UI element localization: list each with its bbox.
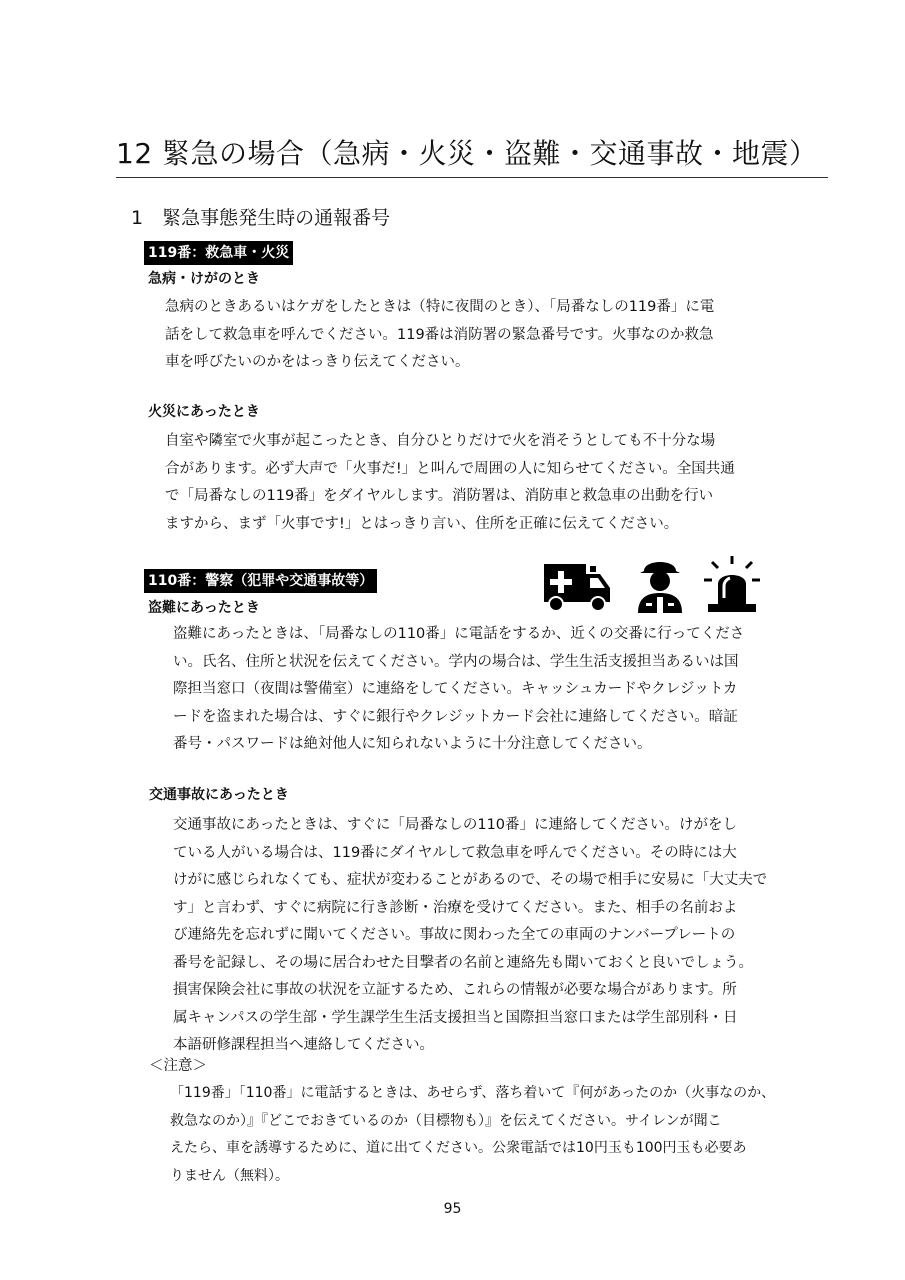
paragraph-line: 急病のときあるいはケガをしたときは（特に夜間のとき）、「局番なしの119番」に電: [165, 299, 715, 315]
page-number: 95: [443, 1201, 462, 1217]
firefighter-icon: [634, 553, 686, 613]
paragraph-line: 盗難にあったときは、「局番なしの110番」に電話をするか、近くの交番に行ってくださ: [173, 626, 745, 642]
paragraph-line: 交通事故にあったときは、すぐに「局番なしの110番」に連絡してください。けがをし: [173, 817, 738, 833]
traffic-heading: 交通事故にあったとき: [149, 787, 289, 803]
paragraph-line: ードを盗まれた場合は、すぐに銀行やクレジットカード会社に連絡してください。暗証: [173, 708, 738, 725]
note-heading: ＜注意＞: [149, 1058, 207, 1074]
paragraph-line: 救急なのか）』『どこでおきているのか（目標物も）』を伝えてください。サイレンが聞こ: [170, 1112, 722, 1129]
note-paragraph: [170, 1080, 775, 1190]
label-110: 110番：警察（犯罪や交通事故等）: [144, 569, 377, 593]
paragraph-line: 車を呼びたいのかをはっきり伝えてください。: [165, 354, 470, 370]
paragraph-line: 番号・パスワードは絶対他人に知られないように十分注意してください。: [173, 736, 652, 752]
paragraph-line: けがに感じられなくても、症状が変わることがあるので、その場で相手に安易に「大丈夫で: [173, 872, 768, 888]
paragraph-line: す」と言わず、すぐに病院に行き診断・治療を受けてください。また、相手の名前およ: [173, 899, 738, 916]
paragraph-line: 属キャンパスの学生部・学生課学生生活支援担当と国際担当窓口または学生部別科・日: [173, 1009, 738, 1026]
ambulance-icon: [540, 558, 614, 612]
theft-heading: 盗難にあったとき: [148, 600, 260, 616]
paragraph-line: 自室や隣室で火事が起こったとき、自分ひとりだけで火を消そうとしても不十分な場: [165, 433, 716, 449]
paragraph-line: で「局番なしの119番」をダイヤルします。消防署は、消防車と救急車の出動を行い: [165, 488, 714, 504]
illness-paragraph: [165, 294, 714, 377]
illness-heading: 急病・けがのとき: [148, 271, 260, 287]
paragraph-line: ますから、まず「火事です!」とはっきり言い、住所を正確に伝えてください。: [165, 515, 679, 532]
paragraph-line: ている人がいる場合は、119番にダイヤルして救急車を呼んでください。その時には大: [173, 844, 737, 861]
paragraph-line: 際担当窓口（夜間は警備室）に連絡をしてください。キャッシュカードやクレジットカ: [173, 681, 738, 697]
section-title: 1 緊急事態発生時の通報番号: [131, 207, 391, 229]
fire-heading: 火災にあったとき: [148, 404, 260, 420]
paragraph-line: 損害保険会社に事故の状況を立証するため、これらの情報が必要な場合があります。所: [173, 982, 737, 998]
paragraph-line: 合があります。必ず大声で「火事だ!」と叫んで周囲の人に知らせてください。全国共通: [165, 460, 735, 477]
paragraph-line: 「119番」「110番」に電話するときは、あせらず、落ち着いて『何があったのか（火事なのか、: [170, 1085, 776, 1101]
paragraph-line: 話をして救急車を呼んでください。119番は消防署の緊急番号です。火事なのか救急: [165, 326, 714, 343]
paragraph-line: 番号を記録し、その場に居合わせた目撃者の名前と連絡先も聞いておくと良いでしょう。: [173, 954, 753, 971]
label-119: 119番：救急車・火災: [144, 241, 293, 265]
traffic-paragraph: [173, 812, 767, 1060]
chapter-title: 12 緊急の場合（急病・火災・盗難・交通事故・地震）: [116, 137, 818, 170]
police-siren-icon: [704, 556, 760, 614]
paragraph-line: び連絡先を忘れずに聞いてください。事故に関わった全ての車両のナンバープレートの: [173, 927, 736, 943]
title-rule: [116, 177, 828, 178]
paragraph-line: 本語研修課程担当へ連絡してください。: [173, 1037, 434, 1053]
fire-paragraph: [165, 428, 735, 538]
paragraph-line: い。氏名、住所と状況を伝えてください。学内の場合は、学生生活支援担当あるいは国: [173, 653, 739, 670]
theft-paragraph: [173, 621, 744, 759]
paragraph-line: えたら、車を誘導するために、道に出てください。公衆電話では10円玉も100円玉も必要あ: [170, 1140, 747, 1156]
paragraph-line: りません（無料）。: [170, 1167, 289, 1184]
